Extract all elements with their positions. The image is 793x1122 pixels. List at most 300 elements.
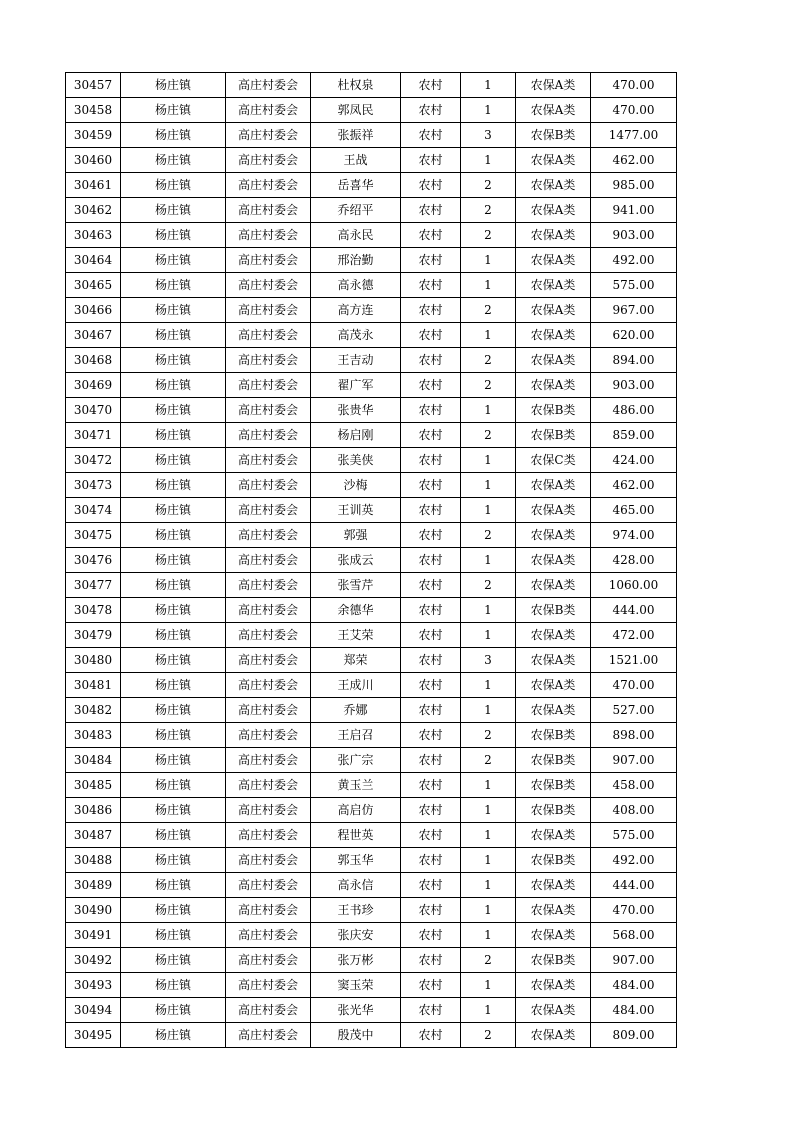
cell-id: 30465 bbox=[66, 273, 121, 298]
cell-town: 杨庄镇 bbox=[121, 873, 226, 898]
cell-type: 农保B类 bbox=[516, 123, 591, 148]
cell-type: 农保C类 bbox=[516, 448, 591, 473]
table-row bbox=[66, 598, 677, 623]
cell-committee: 高庄村委会 bbox=[226, 248, 311, 273]
table-row bbox=[66, 823, 677, 848]
cell-count: 1 bbox=[461, 448, 516, 473]
cell-amount: 470.00 bbox=[591, 73, 677, 98]
table-row bbox=[66, 248, 677, 273]
table-row bbox=[66, 273, 677, 298]
cell-count: 1 bbox=[461, 923, 516, 948]
cell-id: 30480 bbox=[66, 648, 121, 673]
cell-count: 1 bbox=[461, 823, 516, 848]
cell-id: 30491 bbox=[66, 923, 121, 948]
cell-type: 农保A类 bbox=[516, 173, 591, 198]
cell-type: 农保A类 bbox=[516, 648, 591, 673]
cell-category: 农村 bbox=[401, 223, 461, 248]
cell-id: 30459 bbox=[66, 123, 121, 148]
cell-committee: 高庄村委会 bbox=[226, 273, 311, 298]
cell-type: 农保B类 bbox=[516, 948, 591, 973]
cell-committee: 高庄村委会 bbox=[226, 98, 311, 123]
cell-town: 杨庄镇 bbox=[121, 398, 226, 423]
cell-id: 30490 bbox=[66, 898, 121, 923]
cell-town: 杨庄镇 bbox=[121, 148, 226, 173]
cell-town: 杨庄镇 bbox=[121, 273, 226, 298]
cell-town: 杨庄镇 bbox=[121, 73, 226, 98]
table-row bbox=[66, 498, 677, 523]
cell-amount: 967.00 bbox=[591, 298, 677, 323]
cell-name: 窦玉荣 bbox=[311, 973, 401, 998]
cell-category: 农村 bbox=[401, 623, 461, 648]
payment-table bbox=[65, 72, 677, 1048]
cell-name: 高启仿 bbox=[311, 798, 401, 823]
cell-count: 1 bbox=[461, 873, 516, 898]
cell-amount: 1060.00 bbox=[591, 573, 677, 598]
cell-committee: 高庄村委会 bbox=[226, 173, 311, 198]
cell-count: 3 bbox=[461, 123, 516, 148]
cell-category: 农村 bbox=[401, 748, 461, 773]
cell-count: 1 bbox=[461, 148, 516, 173]
cell-town: 杨庄镇 bbox=[121, 448, 226, 473]
cell-name: 高方连 bbox=[311, 298, 401, 323]
cell-name: 张光华 bbox=[311, 998, 401, 1023]
table-body bbox=[66, 73, 677, 1048]
cell-count: 2 bbox=[461, 348, 516, 373]
cell-amount: 428.00 bbox=[591, 548, 677, 573]
cell-committee: 高庄村委会 bbox=[226, 298, 311, 323]
cell-type: 农保A类 bbox=[516, 98, 591, 123]
cell-amount: 894.00 bbox=[591, 348, 677, 373]
cell-category: 农村 bbox=[401, 448, 461, 473]
cell-name: 张成云 bbox=[311, 548, 401, 573]
cell-count: 2 bbox=[461, 198, 516, 223]
cell-id: 30478 bbox=[66, 598, 121, 623]
cell-committee: 高庄村委会 bbox=[226, 973, 311, 998]
cell-name: 高茂永 bbox=[311, 323, 401, 348]
cell-name: 郑荣 bbox=[311, 648, 401, 673]
cell-id: 30470 bbox=[66, 398, 121, 423]
table-row bbox=[66, 673, 677, 698]
cell-committee: 高庄村委会 bbox=[226, 998, 311, 1023]
cell-committee: 高庄村委会 bbox=[226, 498, 311, 523]
cell-id: 30493 bbox=[66, 973, 121, 998]
cell-id: 30458 bbox=[66, 98, 121, 123]
cell-count: 1 bbox=[461, 598, 516, 623]
cell-count: 1 bbox=[461, 73, 516, 98]
cell-count: 2 bbox=[461, 948, 516, 973]
cell-committee: 高庄村委会 bbox=[226, 573, 311, 598]
cell-amount: 1521.00 bbox=[591, 648, 677, 673]
cell-name: 杨启刚 bbox=[311, 423, 401, 448]
table-row bbox=[66, 173, 677, 198]
cell-type: 农保A类 bbox=[516, 973, 591, 998]
cell-category: 农村 bbox=[401, 723, 461, 748]
cell-town: 杨庄镇 bbox=[121, 198, 226, 223]
cell-town: 杨庄镇 bbox=[121, 648, 226, 673]
table-row bbox=[66, 523, 677, 548]
cell-town: 杨庄镇 bbox=[121, 923, 226, 948]
cell-type: 农保B类 bbox=[516, 423, 591, 448]
cell-name: 张美侠 bbox=[311, 448, 401, 473]
cell-count: 1 bbox=[461, 673, 516, 698]
table-row bbox=[66, 998, 677, 1023]
cell-id: 30485 bbox=[66, 773, 121, 798]
cell-count: 2 bbox=[461, 723, 516, 748]
cell-id: 30468 bbox=[66, 348, 121, 373]
cell-name: 沙梅 bbox=[311, 473, 401, 498]
table-row bbox=[66, 323, 677, 348]
cell-type: 农保A类 bbox=[516, 998, 591, 1023]
cell-category: 农村 bbox=[401, 298, 461, 323]
table-row bbox=[66, 98, 677, 123]
cell-town: 杨庄镇 bbox=[121, 673, 226, 698]
cell-amount: 484.00 bbox=[591, 998, 677, 1023]
cell-committee: 高庄村委会 bbox=[226, 448, 311, 473]
cell-id: 30467 bbox=[66, 323, 121, 348]
cell-id: 30466 bbox=[66, 298, 121, 323]
cell-type: 农保A类 bbox=[516, 473, 591, 498]
cell-committee: 高庄村委会 bbox=[226, 848, 311, 873]
cell-town: 杨庄镇 bbox=[121, 698, 226, 723]
cell-amount: 907.00 bbox=[591, 948, 677, 973]
cell-committee: 高庄村委会 bbox=[226, 148, 311, 173]
cell-town: 杨庄镇 bbox=[121, 973, 226, 998]
cell-category: 农村 bbox=[401, 898, 461, 923]
cell-type: 农保A类 bbox=[516, 198, 591, 223]
cell-id: 30472 bbox=[66, 448, 121, 473]
cell-type: 农保A类 bbox=[516, 248, 591, 273]
cell-count: 2 bbox=[461, 523, 516, 548]
cell-committee: 高庄村委会 bbox=[226, 73, 311, 98]
cell-type: 农保A类 bbox=[516, 623, 591, 648]
cell-count: 1 bbox=[461, 273, 516, 298]
table-row bbox=[66, 973, 677, 998]
cell-committee: 高庄村委会 bbox=[226, 923, 311, 948]
cell-type: 农保A类 bbox=[516, 323, 591, 348]
table-row bbox=[66, 123, 677, 148]
cell-committee: 高庄村委会 bbox=[226, 748, 311, 773]
cell-category: 农村 bbox=[401, 548, 461, 573]
table-row bbox=[66, 798, 677, 823]
cell-name: 高永信 bbox=[311, 873, 401, 898]
cell-count: 1 bbox=[461, 848, 516, 873]
cell-amount: 527.00 bbox=[591, 698, 677, 723]
cell-committee: 高庄村委会 bbox=[226, 548, 311, 573]
cell-name: 王战 bbox=[311, 148, 401, 173]
cell-committee: 高庄村委会 bbox=[226, 473, 311, 498]
cell-amount: 444.00 bbox=[591, 873, 677, 898]
cell-name: 王训英 bbox=[311, 498, 401, 523]
cell-category: 农村 bbox=[401, 773, 461, 798]
cell-committee: 高庄村委会 bbox=[226, 898, 311, 923]
cell-name: 王艾荣 bbox=[311, 623, 401, 648]
cell-amount: 462.00 bbox=[591, 148, 677, 173]
cell-count: 1 bbox=[461, 473, 516, 498]
cell-amount: 1477.00 bbox=[591, 123, 677, 148]
cell-type: 农保A类 bbox=[516, 223, 591, 248]
cell-committee: 高庄村委会 bbox=[226, 623, 311, 648]
table-row bbox=[66, 623, 677, 648]
cell-category: 农村 bbox=[401, 123, 461, 148]
cell-amount: 941.00 bbox=[591, 198, 677, 223]
cell-category: 农村 bbox=[401, 873, 461, 898]
cell-amount: 470.00 bbox=[591, 673, 677, 698]
cell-type: 农保A类 bbox=[516, 573, 591, 598]
cell-category: 农村 bbox=[401, 823, 461, 848]
cell-name: 张雪芹 bbox=[311, 573, 401, 598]
cell-type: 农保A类 bbox=[516, 273, 591, 298]
cell-amount: 974.00 bbox=[591, 523, 677, 548]
cell-category: 农村 bbox=[401, 973, 461, 998]
table-row bbox=[66, 448, 677, 473]
cell-amount: 465.00 bbox=[591, 498, 677, 523]
cell-committee: 高庄村委会 bbox=[226, 323, 311, 348]
cell-type: 农保A类 bbox=[516, 823, 591, 848]
cell-count: 1 bbox=[461, 248, 516, 273]
cell-id: 30486 bbox=[66, 798, 121, 823]
cell-committee: 高庄村委会 bbox=[226, 373, 311, 398]
cell-category: 农村 bbox=[401, 648, 461, 673]
cell-town: 杨庄镇 bbox=[121, 523, 226, 548]
cell-name: 邢治勤 bbox=[311, 248, 401, 273]
cell-town: 杨庄镇 bbox=[121, 323, 226, 348]
cell-category: 农村 bbox=[401, 923, 461, 948]
cell-category: 农村 bbox=[401, 423, 461, 448]
cell-count: 2 bbox=[461, 173, 516, 198]
cell-amount: 470.00 bbox=[591, 98, 677, 123]
cell-town: 杨庄镇 bbox=[121, 123, 226, 148]
cell-name: 高永德 bbox=[311, 273, 401, 298]
cell-count: 1 bbox=[461, 773, 516, 798]
table-row bbox=[66, 348, 677, 373]
cell-amount: 462.00 bbox=[591, 473, 677, 498]
table-row bbox=[66, 898, 677, 923]
cell-town: 杨庄镇 bbox=[121, 723, 226, 748]
table-row bbox=[66, 573, 677, 598]
cell-category: 农村 bbox=[401, 498, 461, 523]
cell-name: 杜权泉 bbox=[311, 73, 401, 98]
table-row bbox=[66, 648, 677, 673]
cell-count: 1 bbox=[461, 973, 516, 998]
cell-name: 张广宗 bbox=[311, 748, 401, 773]
cell-id: 30482 bbox=[66, 698, 121, 723]
cell-category: 农村 bbox=[401, 323, 461, 348]
cell-town: 杨庄镇 bbox=[121, 798, 226, 823]
cell-committee: 高庄村委会 bbox=[226, 423, 311, 448]
cell-committee: 高庄村委会 bbox=[226, 523, 311, 548]
cell-town: 杨庄镇 bbox=[121, 423, 226, 448]
cell-committee: 高庄村委会 bbox=[226, 1023, 311, 1048]
cell-id: 30487 bbox=[66, 823, 121, 848]
cell-id: 30461 bbox=[66, 173, 121, 198]
cell-category: 农村 bbox=[401, 798, 461, 823]
cell-amount: 907.00 bbox=[591, 748, 677, 773]
cell-category: 农村 bbox=[401, 273, 461, 298]
cell-town: 杨庄镇 bbox=[121, 473, 226, 498]
table-row bbox=[66, 848, 677, 873]
cell-id: 30494 bbox=[66, 998, 121, 1023]
cell-committee: 高庄村委会 bbox=[226, 798, 311, 823]
cell-amount: 472.00 bbox=[591, 623, 677, 648]
cell-count: 1 bbox=[461, 798, 516, 823]
cell-name: 余德华 bbox=[311, 598, 401, 623]
cell-committee: 高庄村委会 bbox=[226, 648, 311, 673]
cell-amount: 898.00 bbox=[591, 723, 677, 748]
cell-category: 农村 bbox=[401, 173, 461, 198]
cell-type: 农保A类 bbox=[516, 873, 591, 898]
cell-id: 30457 bbox=[66, 73, 121, 98]
cell-town: 杨庄镇 bbox=[121, 748, 226, 773]
cell-type: 农保A类 bbox=[516, 73, 591, 98]
table-row bbox=[66, 548, 677, 573]
table-row bbox=[66, 73, 677, 98]
cell-name: 黄玉兰 bbox=[311, 773, 401, 798]
cell-id: 30476 bbox=[66, 548, 121, 573]
cell-name: 郭强 bbox=[311, 523, 401, 548]
cell-id: 30475 bbox=[66, 523, 121, 548]
table-row bbox=[66, 373, 677, 398]
cell-town: 杨庄镇 bbox=[121, 348, 226, 373]
cell-id: 30492 bbox=[66, 948, 121, 973]
cell-type: 农保A类 bbox=[516, 348, 591, 373]
cell-committee: 高庄村委会 bbox=[226, 123, 311, 148]
cell-type: 农保B类 bbox=[516, 798, 591, 823]
table-row bbox=[66, 698, 677, 723]
cell-type: 农保A类 bbox=[516, 673, 591, 698]
cell-count: 1 bbox=[461, 623, 516, 648]
cell-town: 杨庄镇 bbox=[121, 223, 226, 248]
cell-name: 乔绍平 bbox=[311, 198, 401, 223]
cell-type: 农保A类 bbox=[516, 298, 591, 323]
cell-name: 张贵华 bbox=[311, 398, 401, 423]
cell-category: 农村 bbox=[401, 598, 461, 623]
cell-amount: 903.00 bbox=[591, 223, 677, 248]
cell-town: 杨庄镇 bbox=[121, 98, 226, 123]
cell-amount: 444.00 bbox=[591, 598, 677, 623]
cell-category: 农村 bbox=[401, 573, 461, 598]
cell-amount: 575.00 bbox=[591, 823, 677, 848]
cell-town: 杨庄镇 bbox=[121, 1023, 226, 1048]
cell-town: 杨庄镇 bbox=[121, 898, 226, 923]
cell-name: 张振祥 bbox=[311, 123, 401, 148]
cell-type: 农保A类 bbox=[516, 523, 591, 548]
cell-type: 农保A类 bbox=[516, 548, 591, 573]
table-row bbox=[66, 473, 677, 498]
cell-type: 农保A类 bbox=[516, 373, 591, 398]
cell-count: 2 bbox=[461, 423, 516, 448]
cell-amount: 486.00 bbox=[591, 398, 677, 423]
cell-type: 农保B类 bbox=[516, 598, 591, 623]
cell-category: 农村 bbox=[401, 198, 461, 223]
cell-amount: 985.00 bbox=[591, 173, 677, 198]
cell-id: 30474 bbox=[66, 498, 121, 523]
table-row bbox=[66, 423, 677, 448]
cell-type: 农保A类 bbox=[516, 698, 591, 723]
cell-name: 王启召 bbox=[311, 723, 401, 748]
cell-name: 高永民 bbox=[311, 223, 401, 248]
cell-committee: 高庄村委会 bbox=[226, 198, 311, 223]
cell-committee: 高庄村委会 bbox=[226, 948, 311, 973]
cell-town: 杨庄镇 bbox=[121, 248, 226, 273]
table-row bbox=[66, 923, 677, 948]
cell-committee: 高庄村委会 bbox=[226, 348, 311, 373]
cell-amount: 575.00 bbox=[591, 273, 677, 298]
cell-count: 3 bbox=[461, 648, 516, 673]
cell-committee: 高庄村委会 bbox=[226, 698, 311, 723]
cell-type: 农保B类 bbox=[516, 773, 591, 798]
cell-category: 农村 bbox=[401, 148, 461, 173]
cell-count: 1 bbox=[461, 998, 516, 1023]
cell-name: 殷茂中 bbox=[311, 1023, 401, 1048]
table-row bbox=[66, 223, 677, 248]
cell-town: 杨庄镇 bbox=[121, 573, 226, 598]
cell-id: 30464 bbox=[66, 248, 121, 273]
cell-name: 王书珍 bbox=[311, 898, 401, 923]
cell-category: 农村 bbox=[401, 248, 461, 273]
cell-name: 张庆安 bbox=[311, 923, 401, 948]
cell-count: 1 bbox=[461, 323, 516, 348]
cell-id: 30488 bbox=[66, 848, 121, 873]
cell-type: 农保A类 bbox=[516, 923, 591, 948]
cell-id: 30489 bbox=[66, 873, 121, 898]
cell-committee: 高庄村委会 bbox=[226, 398, 311, 423]
cell-id: 30477 bbox=[66, 573, 121, 598]
cell-count: 1 bbox=[461, 398, 516, 423]
table-row bbox=[66, 748, 677, 773]
table-row bbox=[66, 723, 677, 748]
cell-category: 农村 bbox=[401, 948, 461, 973]
cell-count: 1 bbox=[461, 698, 516, 723]
cell-count: 1 bbox=[461, 898, 516, 923]
table-row bbox=[66, 948, 677, 973]
cell-type: 农保B类 bbox=[516, 723, 591, 748]
cell-count: 1 bbox=[461, 548, 516, 573]
cell-count: 1 bbox=[461, 98, 516, 123]
cell-amount: 408.00 bbox=[591, 798, 677, 823]
cell-category: 农村 bbox=[401, 698, 461, 723]
cell-committee: 高庄村委会 bbox=[226, 773, 311, 798]
cell-amount: 903.00 bbox=[591, 373, 677, 398]
cell-category: 农村 bbox=[401, 373, 461, 398]
table-row bbox=[66, 148, 677, 173]
cell-town: 杨庄镇 bbox=[121, 773, 226, 798]
cell-count: 1 bbox=[461, 498, 516, 523]
cell-category: 农村 bbox=[401, 73, 461, 98]
cell-town: 杨庄镇 bbox=[121, 498, 226, 523]
cell-committee: 高庄村委会 bbox=[226, 873, 311, 898]
cell-count: 2 bbox=[461, 223, 516, 248]
cell-town: 杨庄镇 bbox=[121, 598, 226, 623]
cell-id: 30463 bbox=[66, 223, 121, 248]
table-row bbox=[66, 873, 677, 898]
table-row bbox=[66, 1023, 677, 1048]
cell-town: 杨庄镇 bbox=[121, 298, 226, 323]
cell-type: 农保A类 bbox=[516, 898, 591, 923]
cell-amount: 568.00 bbox=[591, 923, 677, 948]
cell-name: 郭玉华 bbox=[311, 848, 401, 873]
cell-amount: 859.00 bbox=[591, 423, 677, 448]
cell-name: 程世英 bbox=[311, 823, 401, 848]
cell-name: 郭凤民 bbox=[311, 98, 401, 123]
cell-type: 农保B类 bbox=[516, 398, 591, 423]
cell-amount: 424.00 bbox=[591, 448, 677, 473]
cell-id: 30462 bbox=[66, 198, 121, 223]
cell-id: 30484 bbox=[66, 748, 121, 773]
cell-type: 农保A类 bbox=[516, 1023, 591, 1048]
cell-name: 王吉动 bbox=[311, 348, 401, 373]
cell-type: 农保A类 bbox=[516, 148, 591, 173]
cell-amount: 484.00 bbox=[591, 973, 677, 998]
